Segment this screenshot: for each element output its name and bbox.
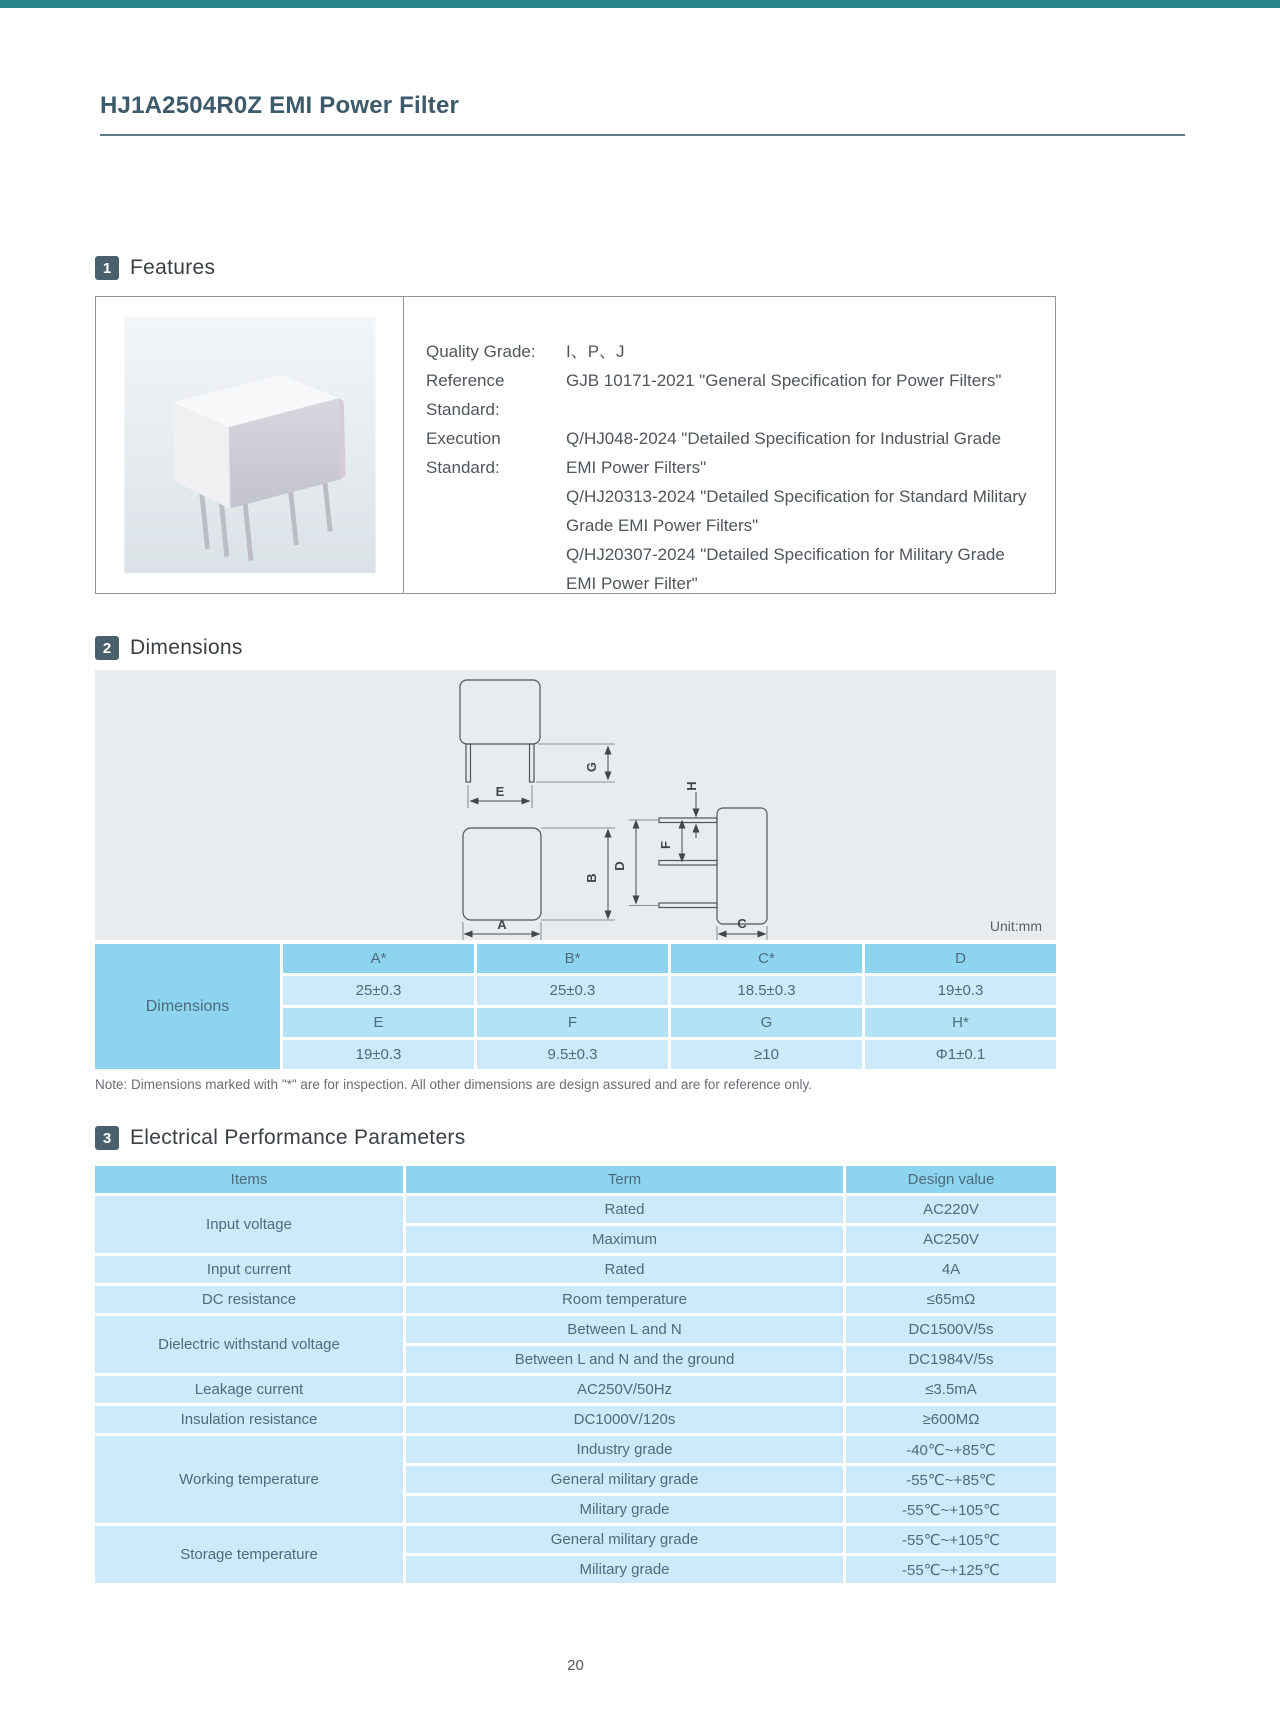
section-number-badge: 1	[95, 256, 119, 280]
dimension-arrows-top-view	[471, 747, 609, 802]
dim-header-d: D	[865, 944, 1056, 973]
term-cell: Between L and N and the ground	[406, 1346, 843, 1373]
term-cell: Military grade	[406, 1556, 843, 1583]
dim-label-g: G	[584, 761, 599, 773]
dim-label-f: F	[658, 841, 673, 849]
term-cell: AC250V/50Hz	[406, 1376, 843, 1403]
dim-header-b: B*	[477, 944, 668, 973]
dimension-drawings	[95, 670, 1056, 940]
value-cell: ≥600MΩ	[846, 1406, 1056, 1433]
section-title: Dimensions	[130, 636, 243, 659]
term-cell: Room temperature	[406, 1286, 843, 1313]
execution-standard-value: Q/HJ048-2024 "Detailed Specification for Industrial Grade EMI Power Filters"	[566, 429, 1002, 477]
dim-label-b: B	[584, 873, 599, 883]
dim-value-d: 19±0.3	[865, 976, 1056, 1005]
dim-label-d: D	[612, 861, 627, 871]
col-header-items: Items	[95, 1166, 403, 1193]
value-cell: -55℃~+125℃	[846, 1556, 1056, 1583]
value-cell: -55℃~+85℃	[846, 1466, 1056, 1493]
item-leakage-current: Leakage current	[95, 1376, 403, 1403]
dim-value-a: 25±0.3	[283, 976, 474, 1005]
feature-row-execution	[426, 424, 1027, 598]
dimensions-table	[95, 944, 1056, 1069]
term-cell: Rated	[406, 1196, 843, 1223]
value-cell: DC1984V/5s	[846, 1346, 1056, 1373]
value-cell: DC1500V/5s	[846, 1316, 1056, 1343]
dim-label-c: C	[737, 916, 747, 931]
page-number: 20	[567, 1657, 584, 1674]
dim-value-g: ≥10	[671, 1040, 862, 1069]
dim-value-h: Φ1±0.1	[865, 1040, 1056, 1069]
dimension-arrows-side-view	[636, 792, 766, 934]
term-cell: Military grade	[406, 1496, 843, 1523]
term-cell: Rated	[406, 1256, 843, 1283]
execution-standard-value: Q/HJ20307-2024 "Detailed Specification for Military Grade EMI Power Filter"	[566, 545, 1005, 593]
dim-value-b: 25±0.3	[477, 976, 668, 1005]
section-heading-dimensions	[95, 636, 1056, 660]
dim-header-h: H*	[865, 1008, 1056, 1037]
quality-grade-label: Quality Grade:	[426, 342, 536, 361]
dim-label-a: A	[497, 917, 507, 932]
col-header-term: Term	[406, 1166, 843, 1193]
term-cell: Between L and N	[406, 1316, 843, 1343]
execution-standard-value: Q/HJ20313-2024 "Detailed Specification for Standard Military Grade EMI Power Filters"	[566, 487, 1027, 535]
term-cell: General military grade	[406, 1466, 843, 1493]
term-cell: General military grade	[406, 1526, 843, 1553]
feature-row-reference	[426, 366, 1027, 424]
product-image-cell	[96, 297, 404, 593]
electrical-parameters-table	[95, 1166, 1056, 1583]
feature-row-quality	[426, 337, 1027, 366]
section-number-badge: 2	[95, 636, 119, 660]
reference-standard-value: GJB 10171-2021 "General Specification for Power Filters"	[566, 371, 1002, 390]
extension-lines-front-view	[463, 828, 615, 940]
drawing-front-view	[463, 828, 541, 920]
dim-header-g: G	[671, 1008, 862, 1037]
dimensions-note: Note: Dimensions marked with "*" are for inspection. All other dimensions are design assured and are for reference only.	[95, 1077, 812, 1092]
title-block	[100, 8, 1185, 136]
section-heading-features	[95, 256, 1056, 280]
value-cell: ≤3.5mA	[846, 1376, 1056, 1403]
reference-standard-label: Reference Standard:	[426, 371, 505, 419]
dim-header-c: C*	[671, 944, 862, 973]
execution-standard-values	[566, 424, 1027, 598]
dim-header-a: A*	[283, 944, 474, 973]
drawing-top-view	[460, 680, 540, 782]
section-title: Features	[130, 256, 216, 279]
col-header-design-value: Design value	[846, 1166, 1056, 1193]
term-cell: DC1000V/120s	[406, 1406, 843, 1433]
item-dielectric-withstand-voltage: Dielectric withstand voltage	[95, 1316, 403, 1373]
drawing-side-view	[659, 808, 767, 924]
extension-lines-top-view	[468, 744, 615, 808]
item-storage-temperature: Storage temperature	[95, 1526, 403, 1583]
dim-header-e: E	[283, 1008, 474, 1037]
item-input-current: Input current	[95, 1256, 403, 1283]
dim-value-c: 18.5±0.3	[671, 976, 862, 1005]
title-underline	[100, 134, 1185, 136]
value-cell: -55℃~+105℃	[846, 1496, 1056, 1523]
term-cell: Maximum	[406, 1226, 843, 1253]
top-accent-bar	[0, 0, 1280, 8]
item-insulation-resistance: Insulation resistance	[95, 1406, 403, 1433]
execution-standard-label: Execution Standard:	[426, 429, 501, 477]
item-dc-resistance: DC resistance	[95, 1286, 403, 1313]
dim-header-f: F	[477, 1008, 668, 1037]
dim-value-f: 9.5±0.3	[477, 1040, 668, 1069]
term-cell: Industry grade	[406, 1436, 843, 1463]
page-title: HJ1A2504R0Z EMI Power Filter	[100, 92, 460, 119]
section-title: Electrical Performance Parameters	[130, 1126, 466, 1149]
value-cell: AC250V	[846, 1226, 1056, 1253]
item-working-temperature: Working temperature	[95, 1436, 403, 1523]
features-text	[404, 297, 1055, 593]
dim-label-e: E	[495, 784, 505, 799]
item-input-voltage: Input voltage	[95, 1196, 403, 1253]
dimensions-drawing-panel	[95, 670, 1056, 940]
features-box	[95, 296, 1056, 594]
value-cell: AC220V	[846, 1196, 1056, 1223]
section-number-badge: 3	[95, 1126, 119, 1150]
dimensions-table-row-label: Dimensions	[95, 944, 280, 1069]
product-photo-emi-filter	[124, 317, 376, 573]
value-cell: ≤65mΩ	[846, 1286, 1056, 1313]
quality-grade-value: I、P、J	[566, 342, 625, 361]
section-heading-electrical	[95, 1126, 1056, 1150]
value-cell: -40℃~+85℃	[846, 1436, 1056, 1463]
value-cell: -55℃~+105℃	[846, 1526, 1056, 1553]
dim-value-e: 19±0.3	[283, 1040, 474, 1069]
dim-label-h: H	[684, 781, 699, 791]
value-cell: 4A	[846, 1256, 1056, 1283]
unit-label: Unit:mm	[989, 918, 1042, 934]
